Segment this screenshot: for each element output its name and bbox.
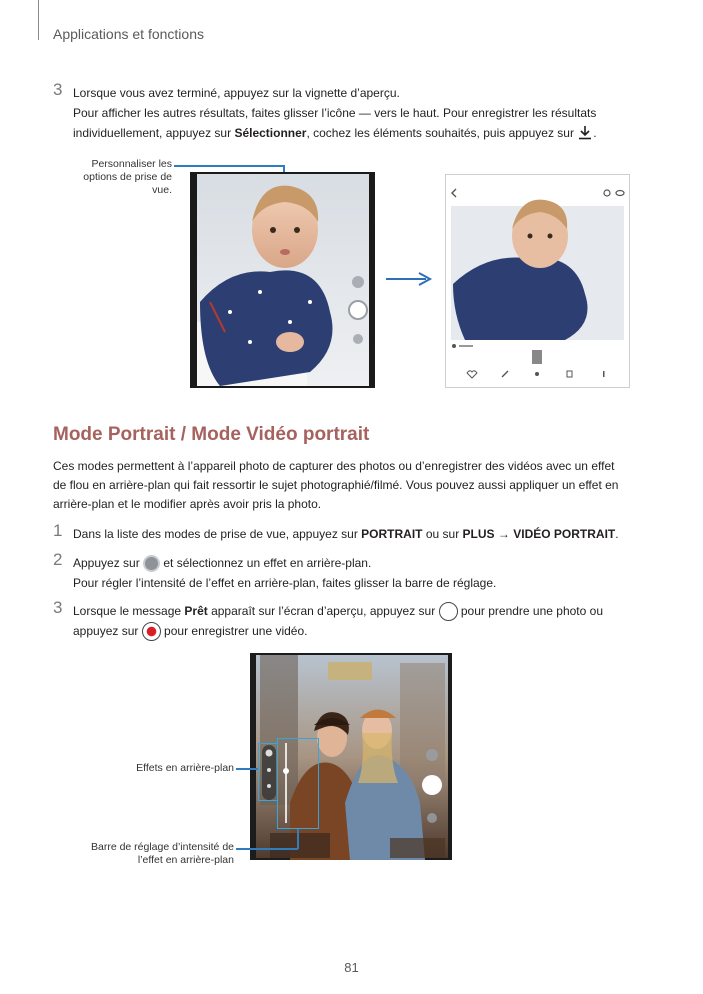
section-title: Mode Portrait / Mode Vidéo portrait xyxy=(53,424,370,445)
intro-line-3: arrière-plan et le modifier après avoir pris la photo. xyxy=(53,497,322,511)
intro-line-1: Ces modes permettent à l’appareil photo de capturer des photos ou d’enregistrer des vidéos avec un effet xyxy=(53,459,615,473)
background-effect-icon xyxy=(143,555,160,572)
highlight-intensity-bar xyxy=(277,738,319,829)
callout-background-effects: Effets en arrière-plan xyxy=(136,762,234,774)
step-2-text: Appuyez sur et sélectionnez un effet en arrière-plan. xyxy=(73,553,371,573)
camera-preview-screen xyxy=(190,172,375,388)
intro-line-2: de flou en arrière-plan qui fait ressortir le sujet photographié/filmé. Vous pouvez aussi appliquer un effet en xyxy=(53,478,619,492)
callout-intensity-line-2: l’effet en arrière-plan xyxy=(137,854,234,866)
step-number: 2 xyxy=(53,550,63,569)
settings-icon[interactable] xyxy=(427,813,437,823)
download-icon xyxy=(577,125,593,140)
select-keyword: Sélectionner xyxy=(234,126,307,140)
callout-intensity-line-1: Barre de réglage d’intensité de xyxy=(90,841,234,853)
page-header: Applications et fonctions xyxy=(53,26,204,42)
step-2-line-2: Pour régler l’intensité de l’effet en arrière-plan, faites glisser la barre de réglage. xyxy=(73,576,497,590)
page-number: 81 xyxy=(344,960,359,975)
callout-line xyxy=(236,848,298,850)
share-icon[interactable] xyxy=(535,372,539,376)
shutter-button[interactable] xyxy=(349,301,367,319)
step-number: 3 xyxy=(53,80,63,99)
effects-icon[interactable] xyxy=(426,749,438,761)
record-button-icon xyxy=(142,622,161,641)
highlight-effects xyxy=(258,743,278,801)
step-number: 1 xyxy=(53,521,63,540)
step-3-text: Lorsque le message Prêt apparaît sur l’écran d’aperçu, appuyez sur pour prendre une photo ou xyxy=(73,601,603,621)
step-3-line-3: individuellement, appuyez sur Sélectionner, cochez les éléments souhaités, puis appuyez sur . xyxy=(73,126,597,140)
effects-icon[interactable] xyxy=(352,276,364,288)
shutter-button-icon xyxy=(439,602,458,621)
step-3-line-1: Lorsque vous avez terminé, appuyez sur la vignette d’aperçu. xyxy=(73,86,400,100)
step-3-line-2: appuyez sur pour enregistrer une vidéo. xyxy=(73,621,307,641)
callout-line xyxy=(236,768,258,770)
settings-icon[interactable] xyxy=(353,334,363,344)
step-1-text: Dans la liste des modes de prise de vue, appuyez sur PORTRAIT ou sur PLUS → VIDÉO PORTRAIT. xyxy=(73,527,619,541)
gallery-viewer-screen xyxy=(445,174,630,388)
more-icon[interactable] xyxy=(603,371,605,377)
callout-line xyxy=(174,165,284,167)
page-edge-line xyxy=(38,0,39,40)
step-number: 3 xyxy=(53,598,63,617)
ready-banner xyxy=(328,662,372,680)
shutter-button[interactable] xyxy=(422,775,442,795)
step-3-line-2: Pour afficher les autres résultats, faites glisser l’icône — vers le haut. Pour enregistrer les résultats xyxy=(73,106,597,120)
callout-line xyxy=(297,829,299,849)
callout-shooting-options: Personnaliser les options de prise de vue. xyxy=(83,158,172,196)
right-arrow-icon xyxy=(386,272,434,286)
